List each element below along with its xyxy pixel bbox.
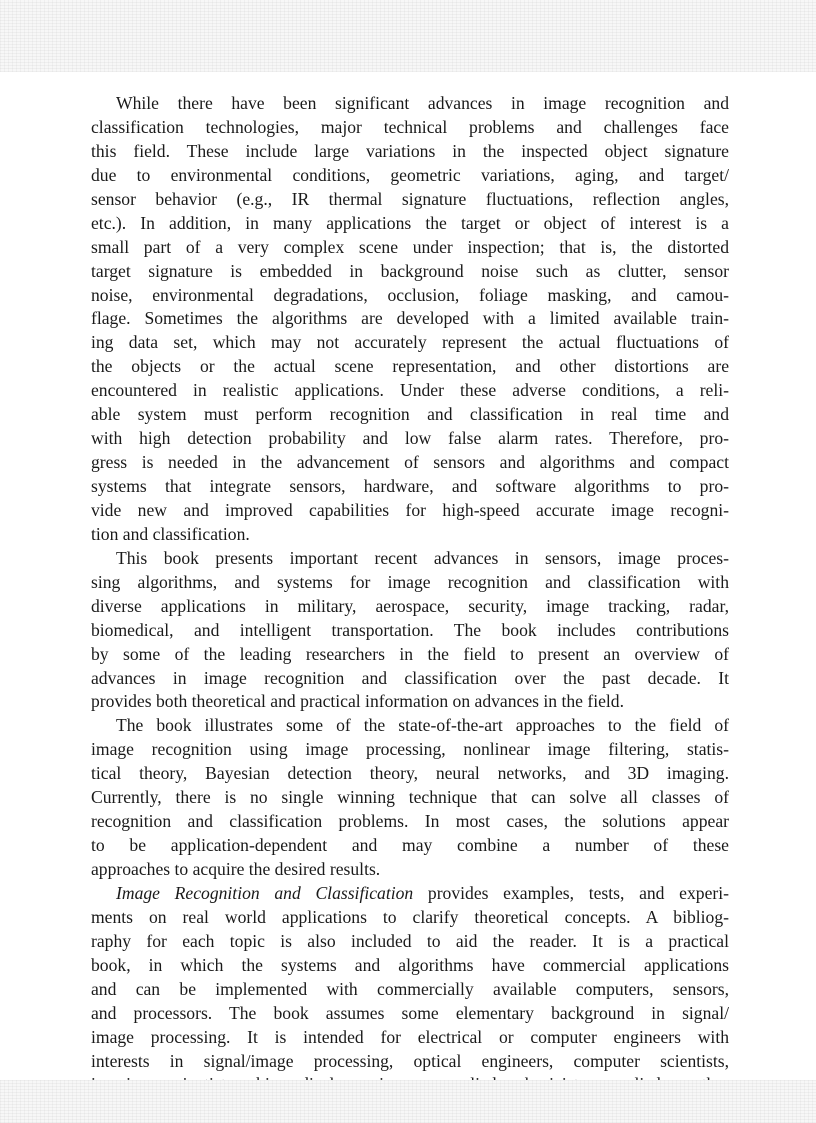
text-line: ing data set, which may not accurately represent the actual fluctuations of <box>91 332 729 353</box>
text-line: While there have been significant advances in image recognition and <box>116 93 729 113</box>
text-line: tical theory, Bayesian detection theory, neural networks, and 3D imaging. <box>91 763 729 784</box>
text-line: the objects or the actual scene representation, and other distortions are <box>91 356 729 377</box>
text-line: gress is needed in the advancement of sensors and algorithms and compact <box>91 452 729 473</box>
text-line: image processing. It is intended for electrical or computer engineers with <box>91 1026 729 1047</box>
scan-noise-bottom <box>0 1080 816 1123</box>
text-line: This book presents important recent advances in sensors, image proces- <box>116 547 729 568</box>
text-line: vide new and improved capabilities for high-speed accurate image recogni- <box>91 499 729 520</box>
text-line: small part of a very complex scene under inspection; that is, the distorted <box>91 236 729 257</box>
text-line: flage. Sometimes the algorithms are developed with a limited available train- <box>91 308 729 329</box>
text-line: target signature is embedded in background noise such as clutter, sensor <box>91 260 729 281</box>
text-line: sing algorithms, and systems for image recognition and classification with <box>91 571 729 592</box>
text-line: tion and classification. <box>91 523 250 544</box>
text-line: approaches to acquire the desired results. <box>91 859 381 879</box>
text-line: and can be implemented with commercially available computers, sensors, <box>91 978 729 999</box>
text-line: provides both theoretical and practical information on advances in the field. <box>91 691 625 712</box>
text-line: encountered in realistic applications. Under these adverse conditions, a reli- <box>91 380 729 401</box>
text-line: due to environmental conditions, geometric variations, aging, and target/ <box>91 164 729 185</box>
text-line: by some of the leading researchers in the field to present an overview of <box>91 643 729 664</box>
text-line: The book illustrates some of the state-of-the-art approaches to the field of <box>116 715 729 736</box>
text-line: diverse applications in military, aerospace, security, image tracking, radar, <box>91 595 729 616</box>
text-line: able system must perform recognition and classification in real time and <box>91 404 729 425</box>
text-line: Currently, there is no single winning technique that can solve all classes of <box>91 787 729 808</box>
paragraph-2 <box>91 547 729 715</box>
text-line: ments on real world applications to clarify theoretical concepts. A bibliog- <box>91 906 729 927</box>
preface-body <box>91 92 729 1097</box>
text-line: Image Recognition and Classification provides examples, tests, and experi- <box>116 882 729 903</box>
text-line: and processors. The book assumes some elementary background in signal/ <box>91 1002 729 1023</box>
text-line: sensor behavior (e.g., IR thermal signature fluctuations, reflection angles, <box>91 188 729 209</box>
text-line: systems that integrate sensors, hardware, and software algorithms to pro- <box>91 476 729 496</box>
text-line: noise, environmental degradations, occlusion, foliage masking, and camou- <box>91 284 729 305</box>
text-line: this field. These include large variations in the inspected object signature <box>91 140 729 161</box>
text-line: image recognition using image processing, nonlinear image filtering, statis- <box>91 739 729 760</box>
text-line: recognition and classification problems. In most cases, the solutions appear <box>91 811 729 832</box>
text-line: raphy for each topic is also included to aid the reader. It is a practical <box>91 930 729 951</box>
paragraph-3 <box>91 714 729 882</box>
text-line: advances in image recognition and classification over the past decade. It <box>91 667 729 688</box>
paragraph-1 <box>91 92 729 547</box>
paragraph-4 <box>91 882 729 1097</box>
scan-noise-top <box>0 0 816 72</box>
text-line: with high detection probability and low false alarm rates. Therefore, pro- <box>91 428 729 449</box>
text-line: etc.). In addition, in many applications the target or object of interest is a <box>91 212 729 233</box>
text-line: classification technologies, major technical problems and challenges face <box>91 116 729 137</box>
text-line: book, in which the systems and algorithms have commercial applications <box>91 954 729 975</box>
book-title: Image Recognition and Classification <box>116 882 414 903</box>
text-line: to be application-dependent and may combine a number of these <box>91 835 729 856</box>
text-line: interests in signal/image processing, optical engineers, computer scientists, <box>91 1050 729 1071</box>
text-line: biomedical, and intelligent transportation. The book includes contributions <box>91 619 729 640</box>
